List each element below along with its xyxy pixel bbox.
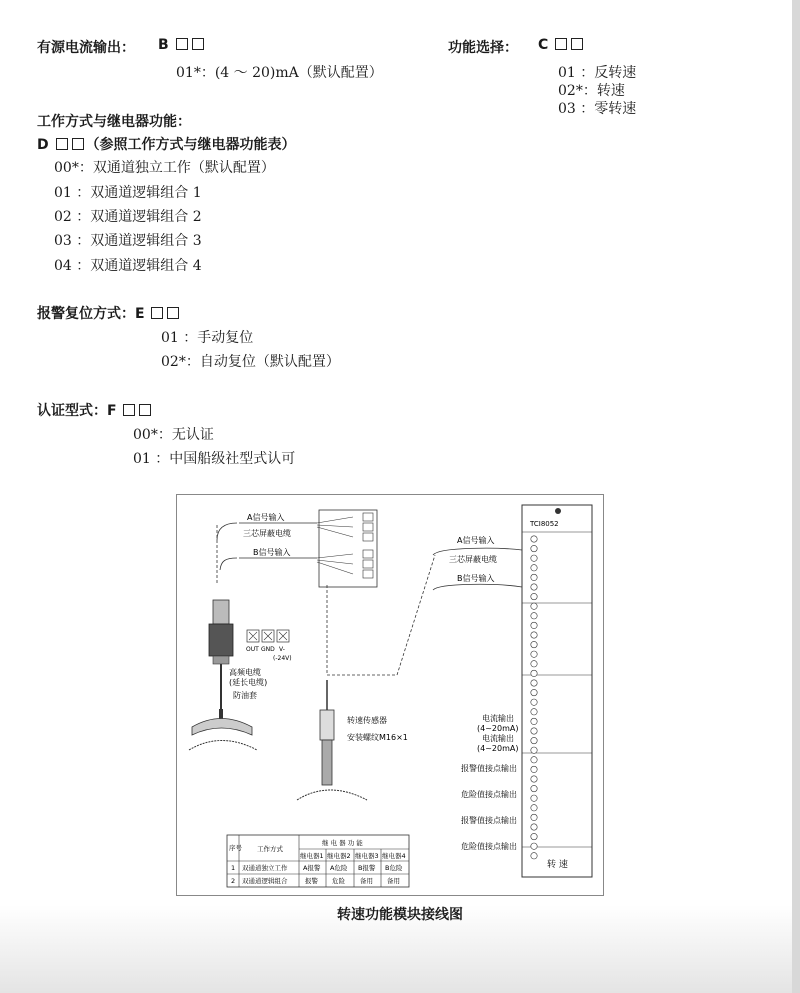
panel-terminal-screw [531, 603, 537, 609]
panel-model: TCI8052 [530, 520, 559, 528]
table-relay: 继电器4 [382, 852, 406, 860]
current-out-2: 电流输出 [482, 734, 514, 743]
table-cell: 报警 [305, 877, 318, 885]
panel-terminal-screw [531, 613, 537, 619]
work-mode-option: 01 ：双通道逻辑组合 1 [54, 185, 202, 201]
relay-function-table [227, 835, 409, 887]
panel-terminal-screw [531, 622, 537, 628]
panel-terminal-screw [531, 632, 537, 638]
panel-terminal-screw [531, 728, 537, 734]
panel-terminal-screw [531, 545, 537, 551]
table-h-relay: 继 电 器 功 能 [322, 839, 363, 847]
source-output-label: 有源电流输出： [37, 40, 135, 56]
panel-terminal-screw [531, 824, 537, 830]
wiring-diagram-svg [177, 495, 605, 897]
table-relay: 继电器1 [300, 852, 324, 860]
panel-terminal-screw [531, 565, 537, 571]
source-output-code: B [158, 37, 206, 53]
term-gnd: GND [261, 646, 275, 653]
sensor-thread-label: 安装螺纹M16×1 [347, 733, 408, 742]
function-option: 02*：转速 [558, 83, 625, 99]
table-cell: 备用 [360, 877, 373, 885]
panel-terminal-screw [531, 699, 537, 705]
sensor-terminals [246, 630, 292, 662]
panel-cable: 三芯屏蔽电缆 [449, 555, 497, 564]
table-cell: 备用 [387, 877, 400, 885]
function-select-label: 功能选择： [448, 40, 518, 56]
alarm-contact-1: 报警值接点输出 [461, 764, 517, 773]
panel-terminal-screw [531, 785, 537, 791]
panel-terminal-screw [531, 593, 537, 599]
panel-sig-a: A信号输入 [457, 536, 495, 545]
function-option: 03 ：零转速 [558, 101, 637, 117]
table-row-mode: 双通道逻辑组合 [242, 877, 288, 885]
table-row-n: 1 [231, 864, 236, 872]
alarm-reset-option: 02*：自动复位（默认配置） [161, 354, 340, 370]
panel-terminal-screw [531, 574, 537, 580]
panel-terminal-screw [531, 795, 537, 801]
panel-terminal-screw [531, 718, 537, 724]
page-edge [792, 0, 800, 993]
panel-terminal-screw [531, 814, 537, 820]
panel-terminal-screw [531, 555, 537, 561]
source-output-option: 01*：(4 ～ 20)mA（默认配置） [176, 65, 383, 81]
table-cell: B报警 [358, 864, 376, 872]
panel-terminal-screw [531, 689, 537, 695]
work-mode-code: D （参照工作方式与继电器功能表） [37, 137, 296, 153]
table-row-mode: 双通道独立工作 [242, 864, 288, 872]
panel-terminal-screw [531, 709, 537, 715]
panel-terminal-screw [531, 853, 537, 859]
danger-contact-2: 危险值接点输出 [461, 842, 517, 851]
panel-terminal-screw [531, 805, 537, 811]
cert-option: 01 ：中国船级社型式认可 [133, 451, 296, 467]
ext-cable-label: (延长电缆) [229, 678, 268, 687]
oil-sleeve-label: 防油套 [233, 691, 257, 700]
panel-terminal-screw [531, 737, 537, 743]
input-terminal-block [317, 510, 377, 587]
term-volt: (-24V) [273, 655, 292, 662]
table-cell: B危险 [385, 864, 403, 872]
cable-label: 三芯屏蔽电缆 [243, 529, 291, 538]
panel-name: 转 速 [547, 860, 568, 870]
cert-label: 认证型式：F [37, 400, 153, 420]
panel-terminal-screw [531, 747, 537, 753]
table-relay: 继电器2 [327, 852, 351, 860]
table-h-mode: 工作方式 [257, 845, 283, 853]
panel-sig-b: B信号输入 [457, 574, 495, 583]
function-select-code: C [538, 37, 585, 53]
term-out: OUT [246, 646, 259, 653]
cert-option: 00*：无认证 [133, 427, 214, 443]
alarm-reset-option: 01 ：手动复位 [161, 330, 254, 346]
panel-terminal-screw [531, 670, 537, 676]
panel-terminal-screw [531, 661, 537, 667]
function-option: 01 ：反转速 [558, 65, 637, 81]
current-out-1: 电流输出 [482, 714, 514, 723]
work-mode-label: 工作方式与继电器功能： [37, 114, 191, 130]
sig-a-label: A信号输入 [247, 513, 285, 522]
work-mode-option: 00*：双通道独立工作（默认配置） [54, 160, 275, 176]
wiring-diagram [176, 494, 604, 896]
panel-terminal-screw [531, 757, 537, 763]
table-cell: A危险 [330, 864, 348, 872]
work-mode-option: 02 ：双通道逻辑组合 2 [54, 209, 202, 225]
term-v: V- [279, 646, 285, 653]
panel-terminal-screw [531, 776, 537, 782]
current-range-2: (4~20mA) [477, 744, 519, 753]
sig-b-label: B信号输入 [253, 548, 291, 557]
current-range-1: (4~20mA) [477, 724, 519, 733]
table-cell: 危险 [332, 877, 345, 885]
alarm-reset-label: 报警复位方式：E [37, 303, 181, 323]
danger-contact-1: 危险值接点输出 [461, 790, 517, 799]
table-row-n: 2 [231, 877, 236, 885]
work-mode-option: 03 ：双通道逻辑组合 3 [54, 233, 202, 249]
panel-terminal-screw [531, 536, 537, 542]
panel-terminal-screw [531, 766, 537, 772]
panel-terminal-screw [531, 651, 537, 657]
table-cell: A报警 [303, 864, 321, 872]
diagram-caption: 转速功能模块接线图 [337, 907, 463, 923]
hf-cable-label: 高频电缆 [229, 668, 261, 677]
table-relay: 继电器3 [355, 852, 379, 860]
sensor-name-label: 转速传感器 [347, 716, 387, 725]
panel-terminal-screw [531, 641, 537, 647]
table-h-seq: 序号 [229, 844, 242, 852]
alarm-contact-2: 报警值接点输出 [461, 816, 517, 825]
panel-terminal-screw [531, 680, 537, 686]
panel-terminal-screw [531, 843, 537, 849]
work-mode-option: 04 ：双通道逻辑组合 4 [54, 258, 202, 274]
panel-terminal-screw [531, 584, 537, 590]
panel-terminal-screw [531, 833, 537, 839]
